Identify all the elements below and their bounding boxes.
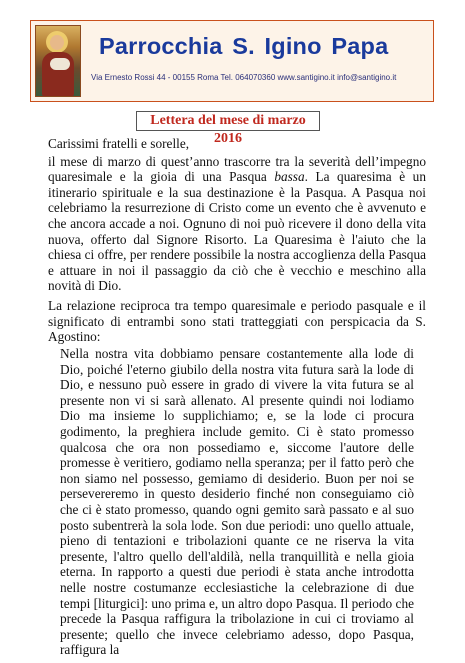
augustine-quote: Nella nostra vita dobbiamo pensare costantemente alla lode di Dio, poiché l'eterno giubilo della nostra vita futura sarà la lode di Dio, e nessuno può essere in grado di vivere la vita futura se al presente non vi si sarà allenato. Al presente quindi noi lodiamo Dio ma insieme lo supplichiamo; e, se la lode ci procura godimento, la preghiera include gemito. Ci è stato promesso qualcosa che ora non possediamo e, siccome l'autore delle promesse è veritiero, godiamo nella speranza; per il fatto però che non siamo nel possesso, gemiamo di desiderio. Buon per noi se persevereremo in questo desiderio finché non conseguiamo ciò che ci è stato promesso, quando ogni gemito sarà passato e al suo posto subentrerà la sola lode. Son due periodi: uno quello attuale, pieno di tentazioni e tribolazioni quante ce ne riserva la vita presente, l'altro quello dell'aldilà, nella tranquillità e nella gioia eterna. In rapporto a questi due periodi è stata anche introdotta nelle nostre costumanze ecclesiastiche la celebrazione di due tempi [liturgici]: uno prima e, un altro dopo Pasqua. Il periodo che precede la Pasqua raffigura la tribolazione in cui ci troviamo al presente; quello che invece celebriamo adesso, dopo Pasqua, raffigura la bbox=[60, 346, 414, 658]
letter-greeting: Carissimi fratelli e sorelle, bbox=[48, 136, 190, 151]
parish-header bbox=[30, 20, 434, 102]
letter-paragraph-2: La relazione reciproca tra tempo quaresimale e periodo pasquale e il significato di entrambi sono stati tratteggiati con perspicacia da S. Agostino: bbox=[48, 297, 426, 345]
good-shepherd-icon bbox=[35, 25, 81, 97]
letter-body bbox=[48, 136, 426, 345]
letter-title: Lettera del mese di marzo 2016 bbox=[136, 111, 320, 131]
paragraph-1-emphasis: bassa bbox=[274, 169, 305, 185]
paragraph-1-part-a: il mese di marzo di quest’anno trascorre tra la severità dell’impegno quaresimale e la gioia di una Pasqua bbox=[48, 153, 426, 185]
letter-paragraph-1 bbox=[48, 154, 426, 294]
parish-contact-line: Via Ernesto Rossi 44 - 00155 Roma Tel. 064070360 www.santigino.it info@santigino.it bbox=[91, 73, 397, 82]
parish-title: Parrocchia S. Igino Papa bbox=[99, 33, 389, 59]
paragraph-1-part-b: . La quaresima è un itinerario spirituale e la sua destinazione è la Pasqua. A Pasqua noi celebriamo la resurrezione di Cristo come un evento che è avvenuto e che ancora accade a noi. Ognuno di noi può ricevere il dono della vita nuova, offerto dal Signore Risorto. La Quaresima è l'aiuto che la chiesa ci offre, per rendere possibile la nostra accoglienza della Pasqua e attuare in noi il passaggio da ciò che è vecchio e meschino alla novità di Dio. bbox=[48, 169, 426, 294]
